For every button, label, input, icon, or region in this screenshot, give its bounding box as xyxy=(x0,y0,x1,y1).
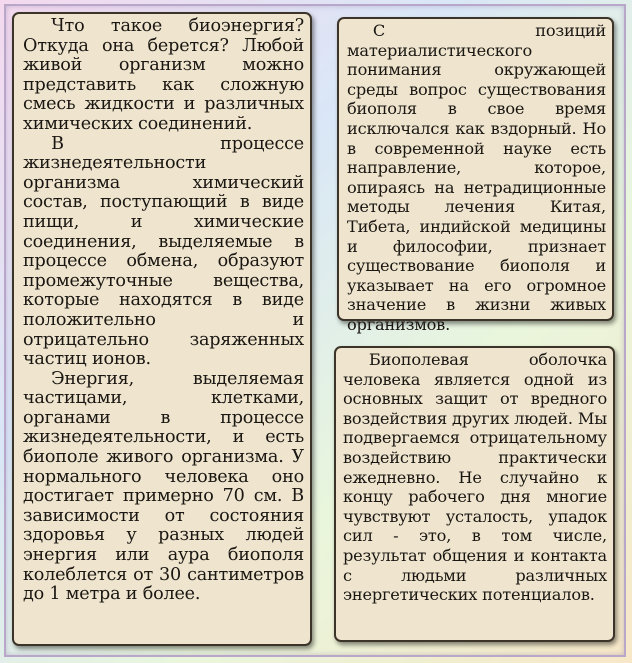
bottom-right-paragraph-1: Биополевая оболочка человека является одной из основных защит от вредного воздействия других людей. Мы подвергаемся отрицательному воздействию практически ежедневно. Не случайно к концу рабочего дня многие чувствуют усталость, упадок сил - это, в том числе, результат общения и контакта с людьми различных энергетических потенциалов. xyxy=(343,350,607,605)
article-box-top-right xyxy=(337,17,614,334)
top-right-paragraph-1: С позиций материалистического понимания окружающей среды вопрос существования биополя в свое время исключался как вздорный. Но в современной науке есть направление, которое, опираясь на нетрадиционные методы лечения Китая, Тибета, индийской медицины и философии, признает существование биополя и указывает на его огромное значение в жизни живых организмов. xyxy=(347,21,606,334)
left-paragraph-2: В процессе жизнедеятельности организма химический состав, поступающий в виде пищи, и химические соединения, выделяемые в процессе обмена, образуют промежуточные вещества, которые находятся в виде положительно и отрицательно заряженных частиц ионов. xyxy=(23,133,304,370)
article-column-left xyxy=(12,12,312,646)
article-box-bottom-right xyxy=(334,346,615,642)
left-paragraph-1: Что такое биоэнергия? Откуда она берется? Любой живой организм можно представить как сложную смесь жидкости и различных химических соединений. xyxy=(23,16,304,134)
left-paragraph-3: Энергия, выделяемая частицами, клетками, органами в процессе жизнедеятельности, и есть биополе живого организма. У нормального человека оно достигает примерно 70 см. В зависимости от состояния здоровья у разных людей энергия или аура биополя колеблется от 30 сантиметров до 1 метра и более. xyxy=(23,368,304,605)
